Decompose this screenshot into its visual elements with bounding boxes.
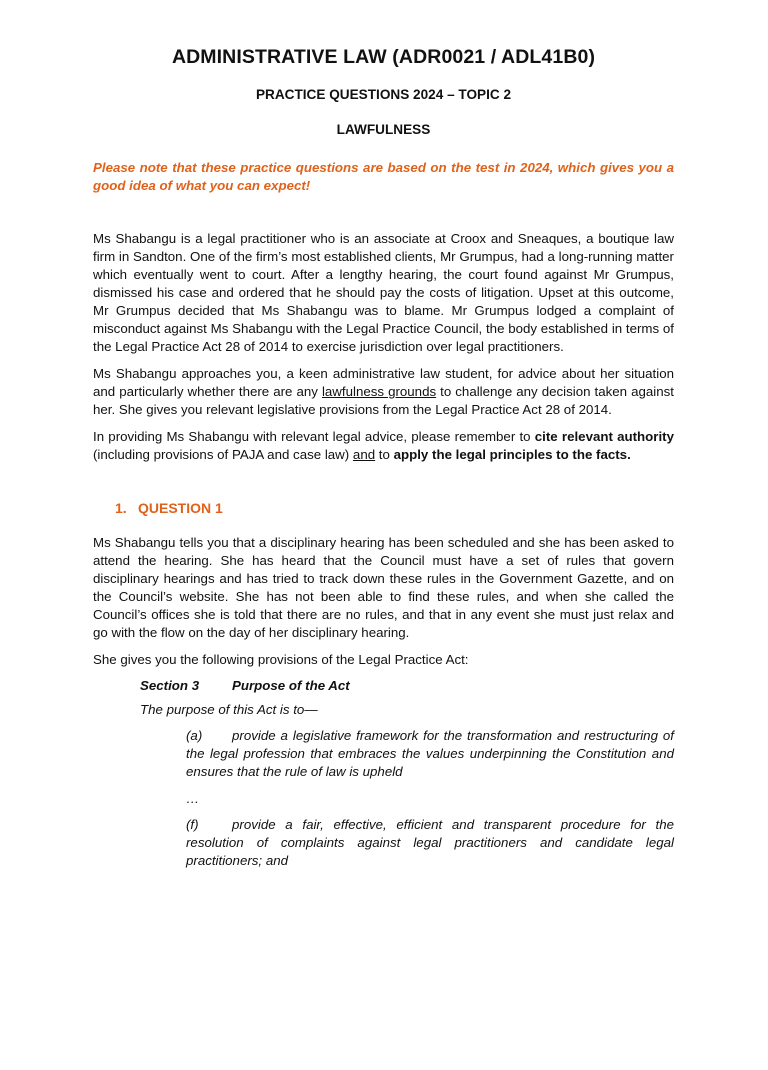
lawfulness-grounds-underlined: lawfulness grounds <box>321 384 437 399</box>
clause-a <box>186 727 674 781</box>
question-paragraph-1: Ms Shabangu tells you that a disciplinary hearing has been scheduled and she has been asked to attend the hearing. She has heard that the Council must have a set of rules that govern disciplinary hearings and has tried to track down these rules in the Government Gazette, and on the Council’s website. She has not been able to find these rules, and when she called the Council’s offices she is told that there are no rules, and that in any event she must just relax and go with the flow on the day of her disciplinary hearing. <box>93 535 674 640</box>
document-page <box>0 46 768 1070</box>
clause-f <box>186 816 674 870</box>
scenario-paragraph-1: Ms Shabangu is a legal practitioner who is an associate at Croox and Sneaques, a boutique law firm in Sandton. One of the firm’s most established clients, Mr Grumpus, had a long-running matter which eventually went to court. After a lengthy hearing, the court found against Mr Grumpus, dismissed his case and ordered that he should pay the costs of litigation. Upset at this outcome, Mr Grumpus decided that Ms Shabangu was to blame. Mr Grumpus lodged a complaint of misconduct against Ms Shabangu with the Legal Practice Council, the body established in terms of the Legal Practice Act 28 of 2014 to exercise jurisdiction over legal practitioners. <box>93 231 674 354</box>
and-underlined: and <box>352 447 376 462</box>
clause-text: provide a fair, effective, efficient and transparent procedure for the resolution of complaints against legal practitioners and candidate legal practitioners; and <box>186 817 674 868</box>
para2-text-a: Ms Shabangu approaches you, a keen administrative law student, for advice about her situation and particularly whether there are any <box>93 366 674 399</box>
para2-text-b: to challenge any decision taken against her. She gives you relevant legislative provisions from the Legal Practice Act 28 of 2014. <box>93 384 674 417</box>
practice-note: Please note that these practice questions are based on the test in 2024, which gives you a good idea of what you can expect! <box>93 160 674 193</box>
section-number: Section 3 <box>140 678 200 693</box>
topic-heading: LAWFULNESS <box>336 122 431 137</box>
document-subtitle: PRACTICE QUESTIONS 2024 – TOPIC 2 <box>255 87 512 102</box>
section-title: Purpose of the Act <box>232 678 350 693</box>
instruction-paragraph <box>93 428 674 464</box>
scenario-paragraph-2 <box>93 365 674 419</box>
question-paragraph-2: She gives you the following provisions of the Legal Practice Act: <box>93 652 469 667</box>
question-label: QUESTION 1 <box>138 500 223 516</box>
para3-text-c: (including provisions of PAJA and case law) <box>93 447 353 462</box>
clause-label: (f) <box>186 817 199 832</box>
section-intro: The purpose of this Act is to— <box>140 702 318 717</box>
clause-text: provide a legislative framework for the transformation and restructuring of the legal profession that embraces the values underpinning the Constitution and ensures that the rule of law is upheld <box>186 728 674 779</box>
cite-authority-bold: cite relevant authority <box>534 429 674 444</box>
para3-text-a: In providing Ms Shabangu with relevant legal advice, please remember to <box>93 429 535 444</box>
para3-text-d: to <box>375 447 394 462</box>
section-heading <box>140 678 674 693</box>
question-number: 1. <box>115 500 127 516</box>
document-title: ADMINISTRATIVE LAW (ADR0021 / ADL41B0) <box>171 46 596 68</box>
question-1-heading <box>115 500 674 516</box>
clause-label: (a) <box>186 728 203 743</box>
clause-ellipsis: … <box>186 791 200 806</box>
apply-principles-bold: apply the legal principles to the facts. <box>393 447 631 462</box>
